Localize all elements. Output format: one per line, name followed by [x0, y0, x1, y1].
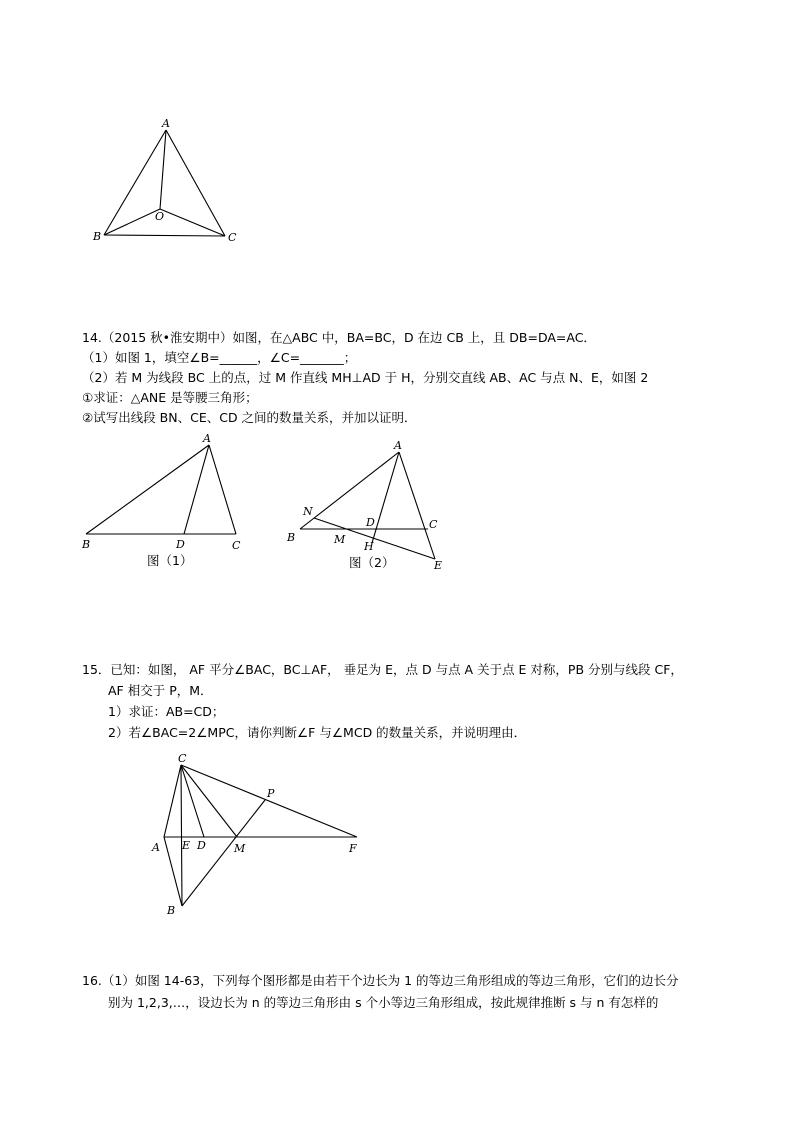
- label-d: D: [197, 839, 206, 852]
- label-p: P: [267, 787, 275, 800]
- q15-line2: AF 相交于 P，M．: [108, 683, 213, 698]
- label-d: D: [366, 516, 375, 529]
- figure-2-caption: 图（2）: [349, 555, 395, 570]
- label-a: A: [152, 841, 160, 854]
- label-c: C: [429, 518, 438, 531]
- label-b: B: [287, 531, 296, 544]
- segment-ca: [164, 765, 181, 837]
- label-h: H: [364, 540, 374, 553]
- segment-cm: [181, 765, 237, 837]
- segment-bp: [182, 800, 265, 906]
- q14-title: 14.（2015 秋•淮安期中）如图，在△ABC 中，BA=BC，D 在边 CB 上，且 DB=DA=AC．: [82, 330, 596, 345]
- label-o: O: [155, 210, 165, 223]
- q14-part2: （2）若 M 为线段 BC 上的点，过 M 作直线 MH⊥AD 于 H，分别交直线 AB、AC 与点 N、E，如图 2: [82, 370, 649, 385]
- q15-part1: 1）求证：AB=CD；: [108, 704, 225, 719]
- q16-line1: 16.（1）如图 14-63，下列每个图形都是由若干个边长为 1 的等边三角形组成的等边三角形，它们的边长分: [82, 973, 679, 988]
- label-a: A: [203, 432, 211, 445]
- label-b: B: [82, 538, 91, 551]
- q15-part2: 2）若∠BAC=2∠MPC，请你判断∠F 与∠MCD 的数量关系，并说明理由．: [108, 725, 527, 740]
- q16-line2: 别为 1,2,3,…，设边长为 n 的等边三角形由 s 个小等边三角形组成，按此规律推断 s 与 n 有怎样的: [108, 995, 659, 1010]
- q14-part1: （1）如图 1，填空∠B=______，∠C=_______；: [82, 350, 357, 365]
- label-m: M: [334, 533, 346, 546]
- label-c: C: [228, 231, 237, 244]
- label-d: D: [176, 538, 185, 551]
- label-f: F: [349, 842, 357, 855]
- label-n: N: [303, 505, 313, 518]
- label-e: E: [434, 559, 443, 572]
- label-m: M: [234, 842, 246, 855]
- segment-cb: [181, 765, 182, 906]
- label-b: B: [167, 904, 176, 917]
- segment-cd: [181, 765, 204, 837]
- label-c: C: [232, 539, 241, 552]
- label-b: B: [93, 230, 102, 243]
- segment-ab: [164, 837, 182, 906]
- label-a: A: [394, 439, 402, 452]
- label-e: E: [182, 839, 191, 852]
- figure-1-caption: 图（1）: [147, 553, 193, 568]
- label-a: A: [162, 117, 170, 130]
- q14-part2-item2: ②试写出线段 BN、CE、CD 之间的数量关系，并加以证明．: [82, 410, 417, 425]
- q14-part2-item1: ①求证：△ANE 是等腰三角形；: [82, 390, 258, 405]
- q15-line1: 15．已知：如图， AF 平分∠BAC，BC⊥AF， 垂足为 E，点 D 与点 A 关于点 E 对称，PB 分别与线段 CF，: [82, 662, 683, 677]
- label-c: C: [178, 752, 187, 765]
- segment-cf: [181, 765, 357, 837]
